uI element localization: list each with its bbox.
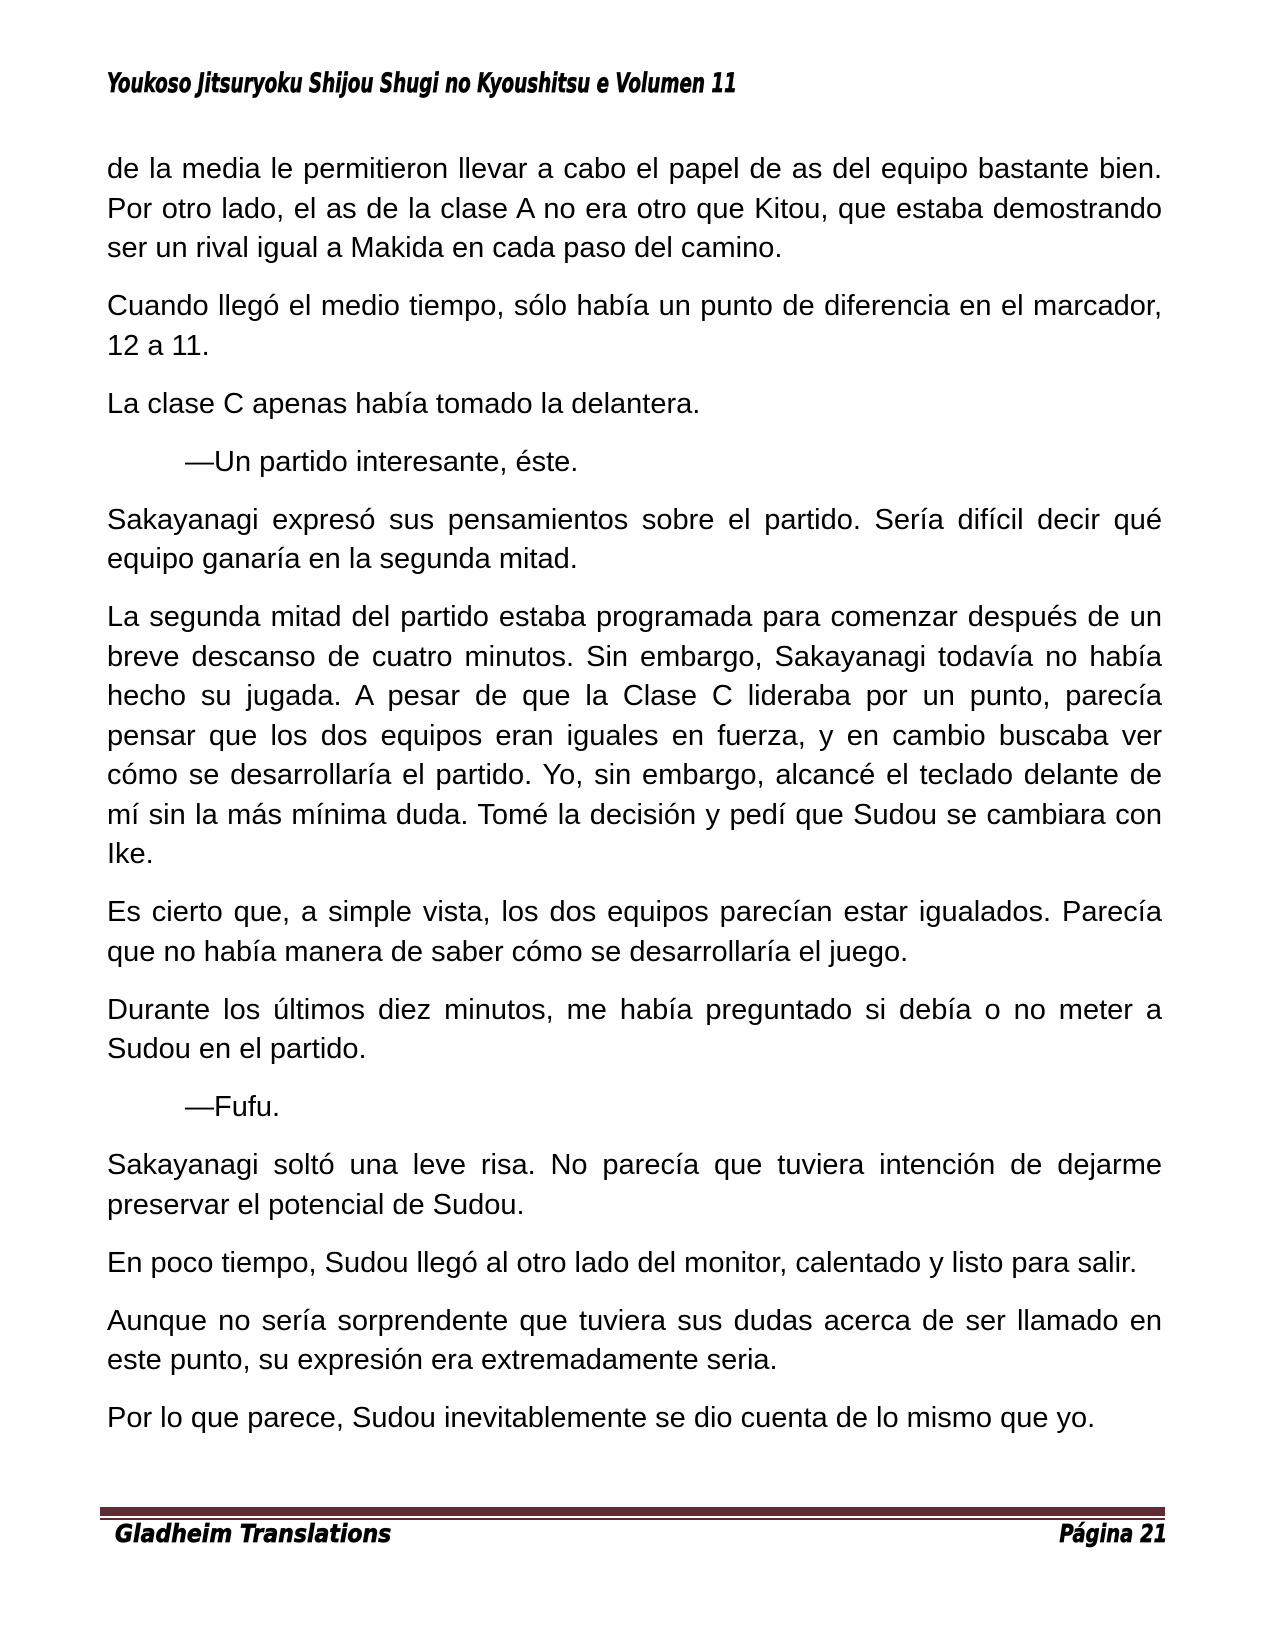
paragraph-9: En poco tiempo, Sudou llegó al otro lado del monitor, calentado y listo para salir. [107,1246,1138,1279]
page-number: Página 21 [1059,1519,1167,1548]
dialogue-paragraph-2: —Fufu. [185,1091,281,1123]
document-body [107,150,1162,1457]
dialogue-paragraph-1: —Un partido interesante, éste. [185,445,579,478]
paragraph-6: Es cierto que, a simple vista, los dos equipos parecían estar igualados. Parecía que no había manera de saber cómo se desarrollaría el juego. [107,896,1162,968]
paragraph-7: Durante los últimos diez minutos, me había preguntado si debía o no meter a Sudou en el partido. [107,993,1162,1065]
paragraph-5: La segunda mitad del partido estaba programada para comenzar después de un breve descanso de cuatro minutos. Sin embargo, Sakayanagi todavía no había hecho su jugada. A pesar de que la Clase C lideraba por un punto, parecía pensar que los dos equipos eran iguales en fuerza, y en cambio buscaba ver cómo se desarrollaría el partido. Yo, sin embargo, alcancé el teclado delante de mí sin la más mínima duda. Tomé la decisión y pedí que Sudou se cambiara con Ike. [107,601,1162,870]
footer-rule-thick-bar [100,1507,1165,1516]
paragraph-10: Aunque no sería sorprendente que tuviera sus dudas acerca de ser llamado en este punto, su expresión era extremadamente seria. [107,1304,1162,1376]
paragraph-1: de la media le permitieron llevar a cabo el papel de as del equipo bastante bien. Por otro lado, el as de la clase A no era otro que Kitou, que estaba demostrando ser un rival igual a Makida en cada paso del camino. [107,153,1162,264]
translator-credit: Gladheim Translations [115,1519,392,1548]
book-title: Youkoso Jitsuryoku Shijou Shugi no Kyoushitsu e Volumen 11 [107,68,737,99]
paragraph-11: Por lo que parece, Sudou inevitablemente se dio cuenta de lo mismo que yo. [107,1402,1096,1434]
paragraph-3: La clase C apenas había tomado la delantera. [107,387,701,420]
paragraph-8: Sakayanagi soltó una leve risa. No parecía que tuviera intención de dejarme preservar el potencial de Sudou. [107,1149,1162,1221]
document-header [107,68,1033,108]
paragraph-4: Sakayanagi expresó sus pensamientos sobre el partido. Sería difícil decir qué equipo ganaría en la segunda mitad. [107,503,1162,575]
document-footer [115,1518,1167,1549]
paragraph-2: Cuando llegó el medio tiempo, sólo había un punto de diferencia en el marcador, 12 a 11. [107,290,1162,362]
